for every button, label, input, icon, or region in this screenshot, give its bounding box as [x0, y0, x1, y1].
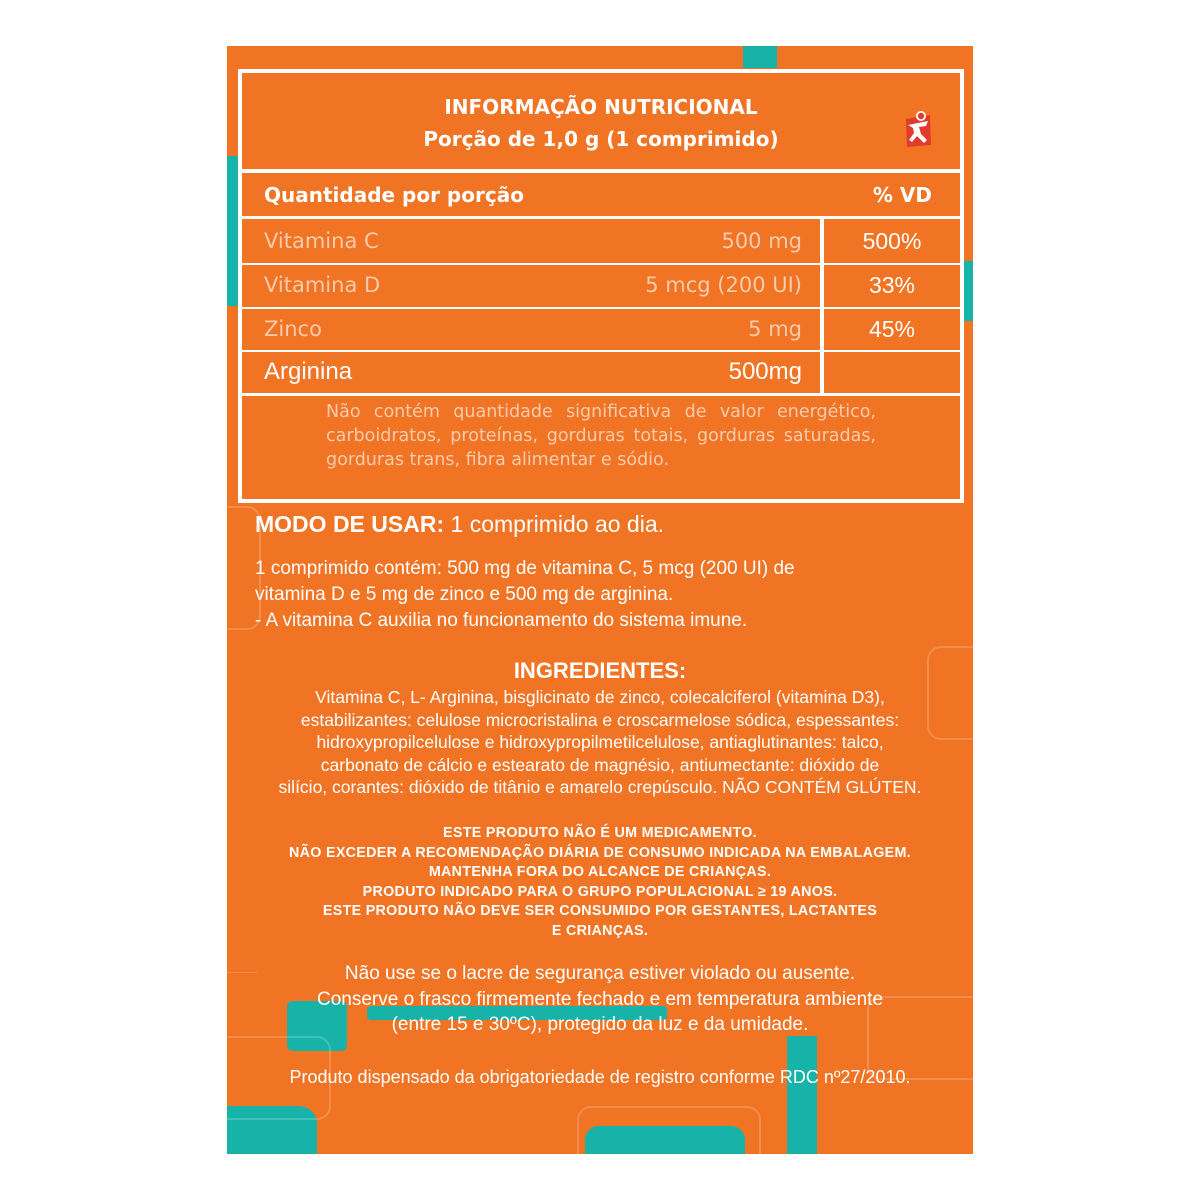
ingredients-line: silício, corantes: dióxido de titânio e amarelo crepúsculo. NÃO CONTÉM GLÚTEN.: [278, 777, 922, 797]
nutrient-vd-vitamin-c: 500%: [862, 228, 922, 254]
warnings-block: [227, 824, 973, 941]
nutrient-row-vitamin-c: [242, 219, 822, 263]
table-divider-footnote: [242, 393, 960, 396]
nutrient-amount: 5 mg: [748, 317, 802, 341]
nutrient-vd-zinc: 45%: [868, 316, 916, 342]
decor-teal-bar-left: [227, 156, 238, 306]
decor-outline-2: [577, 1106, 761, 1154]
composition-line: vitamina D e 5 mg de zinco e 500 mg de arginina.: [255, 584, 674, 605]
warning-line: MANTENHA FORA DO ALCANCE DE CRIANÇAS.: [428, 864, 772, 880]
nutrient-row-zinc: [242, 307, 822, 351]
warning-line: E CRIANÇAS.: [551, 922, 649, 939]
warning-line: ESTE PRODUTO NÃO DEVE SER CONSUMIDO POR GESTANTES, LACTANTES: [322, 903, 878, 919]
storage-line: Conserve o frasco firmemente fechado e em temperatura ambiente: [316, 988, 884, 1010]
nutrient-name: Arginina: [264, 358, 353, 385]
storage-line: Não use se o lacre de segurança estiver violado ou ausente.: [344, 963, 856, 984]
label-panel: [227, 46, 973, 1154]
portion-size: Porção de 1,0 g (1 comprimido): [423, 127, 779, 151]
nutrition-footnote: Não contém quantidade significativa de valor energético, carboidratos, proteínas, gorduras totais, gorduras saturadas, gorduras trans, fibra alimentar e sódio.: [326, 402, 876, 470]
ingredients-text: [227, 686, 973, 799]
usage-label: MODO DE USAR:: [255, 511, 445, 537]
ingredients-line: hidroxypropilcelulose e hidroxypropilmetilcelulose, antiaglutinantes: talco,: [316, 732, 884, 752]
warning-line: PRODUTO INDICADO PARA O GRUPO POPULACIONAL ≥ 19 ANOS.: [362, 883, 838, 900]
ingredients-line: carbonato de cálcio e estearato de magnésio, antiumectante: dióxido de: [320, 754, 880, 775]
storage-instructions: [227, 961, 973, 1038]
warning-line: ESTE PRODUTO NÃO É UM MEDICAMENTO.: [443, 825, 757, 841]
nutrition-title: INFORMAÇÃO NUTRICIONAL: [444, 95, 758, 119]
decor-teal-bar-top: [743, 46, 777, 68]
ingredients-line: estabilizantes: celulose microcristalina e croscarmelose sódica, espessantes:: [300, 709, 900, 730]
nutrient-name: Vitamina C: [264, 229, 379, 253]
nutrient-name: Zinco: [264, 317, 322, 341]
nutrient-amount: 500mg: [728, 358, 802, 385]
ingredients-title: INGREDIENTES:: [513, 658, 687, 683]
nutrient-amount: 5 mcg (200 UI): [645, 273, 802, 297]
registry-notice: Produto dispensado da obrigatoriedade de registro conforme RDC nº27/2010.: [289, 1067, 911, 1087]
composition-text: [255, 556, 935, 608]
warning-line: NÃO EXCEDER A RECOMENDAÇÃO DIÁRIA DE CONSUMO INDICADA NA EMBALAGEM.: [289, 844, 911, 861]
storage-line: (entre 15 e 30ºC), protegido da luz e da umidade.: [391, 1014, 809, 1035]
usage-text: 1 comprimido ao dia.: [444, 511, 665, 537]
ingredients-line: Vitamina C, L- Arginina, bisglicinato de zinco, colecalciferol (vitamina D3),: [315, 687, 885, 707]
nutrient-row-vitamin-d: [242, 263, 822, 307]
table-divider-header: [242, 169, 960, 173]
col-header-quantity: Quantidade por porção: [264, 183, 524, 207]
nutrient-amount: 500 mg: [721, 229, 802, 253]
composition-line: 1 comprimido contém: 500 mg de vitamina C, 5 mcg (200 UI) de: [255, 558, 795, 579]
decor-teal-pillar: [787, 1036, 817, 1154]
brand-logo-icon: [902, 107, 934, 149]
health-claim: - A vitamina C auxilia no funcionamento do sistema imune.: [255, 610, 748, 631]
nutrient-vd-vitamin-d: 33%: [868, 272, 916, 298]
col-header-vd: % VD: [872, 183, 932, 207]
nutrient-name: Vitamina D: [264, 273, 381, 297]
nutrition-table: [238, 69, 964, 503]
nutrient-row-arginine: [242, 350, 822, 394]
usage-instructions: [255, 511, 664, 538]
